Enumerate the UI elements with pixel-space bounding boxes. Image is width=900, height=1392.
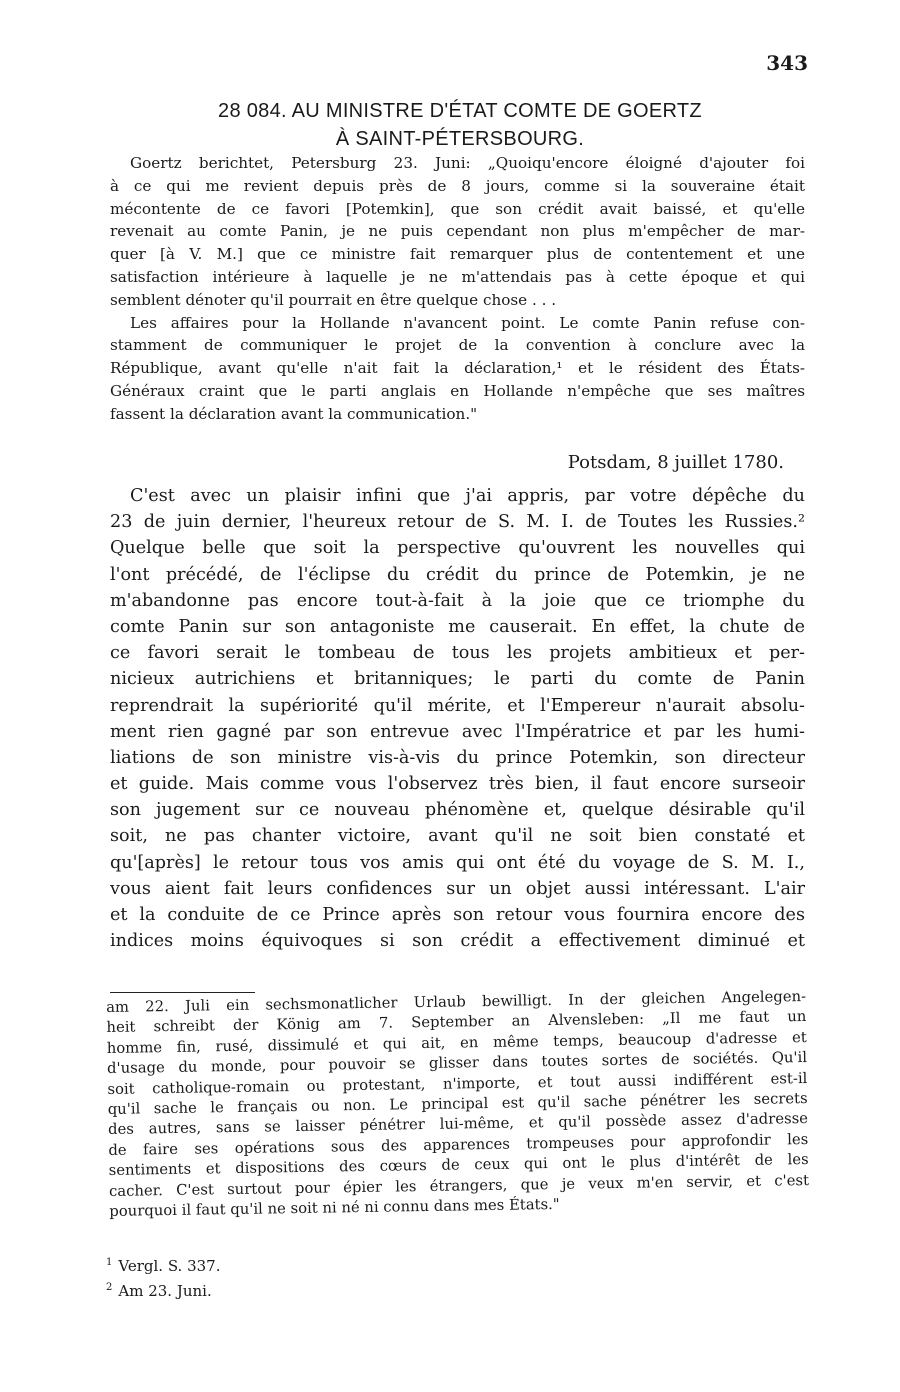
- body-line: et la conduite de ce Prince après son retour vous fournira encore des: [110, 905, 805, 925]
- note-line: d'usage du monde, pour pouvoir se glisser dans toutes sortes de sociétés. Qu'il: [106, 1049, 808, 1078]
- letter-body: [110, 483, 805, 954]
- summary-line: République, avant qu'elle n'ait fait la déclaration,¹ et le résident des États-: [110, 359, 805, 378]
- note-line: qu'il sache le français ou non. Le principal est qu'il sache pénétrer les secrets: [107, 1089, 808, 1118]
- summary-line: fassent la déclaration avant la communication.": [110, 404, 478, 423]
- body-line: C'est avec un plaisir infini que j'ai appris, par votre dépêche du: [130, 486, 805, 506]
- footnote-2: [106, 1277, 406, 1302]
- summary-line: quer [à V. M.] que ce ministre fait remarquer plus de contentement et une: [110, 245, 805, 264]
- footnote-divider: [110, 992, 255, 993]
- body-line: ce favori serait le tombeau de tous les projets ambitieux et per-: [110, 643, 805, 664]
- body-line: 23 de juin dernier, l'heureux retour de S. M. I. de Toutes les Russies.²: [110, 512, 805, 533]
- note-line: de faire ses opérations sous des apparences trompeuses pour approfondir les: [108, 1130, 809, 1159]
- note-line: cacher. C'est surtout pour épier les étrangers, que je veux m'en servir, et c'est: [108, 1171, 810, 1200]
- note-line: des autres, sans se laisser pénétrer lui-même, et qu'il possède assez d'adresse: [107, 1110, 809, 1139]
- body-line: ment rien gagné par son entrevue avec l'Impératrice et par les humi-: [110, 721, 805, 742]
- document-title: [110, 97, 810, 153]
- body-line: indices moins équivoques si son crédit a effectivement diminué et: [110, 931, 805, 952]
- body-line: et guide. Mais comme vous l'observez très bien, il faut encore surseoir: [110, 774, 805, 795]
- footnote-mark: 1: [106, 1257, 113, 1268]
- summary-line: à ce qui me revient depuis près de 8 jours, comme si la souveraine était: [110, 176, 805, 195]
- note-line: homme fin, rusé, dissimulé et qui ait, en même temps, beaucoup d'adresse et: [106, 1028, 807, 1057]
- note-line: heit schreibt der König am 7. September an Alvensleben: „Il me faut un: [106, 1008, 807, 1037]
- body-line: l'ont précédé, de l'éclipse du crédit du prince de Potemkin, je ne: [110, 564, 805, 585]
- summary-line: Généraux craint que le parti anglais en Hollande n'empêche que ses maîtres: [110, 381, 805, 400]
- footnote-mark: 2: [106, 1282, 113, 1293]
- body-line: nicieux autrichiens et britanniques; le parti du comte de Panin: [110, 669, 805, 690]
- body-line: qu'[après] le retour tous vos amis qui ont été du voyage de S. M. I.,: [110, 852, 805, 873]
- note-line: soit catholique-romain ou protestant, n'importe, et tout aussi indifférent est-il: [107, 1069, 808, 1098]
- summary-line: revenait au comte Panin, je ne puis cependant non plus m'empêcher de mar-: [110, 222, 805, 241]
- body-line: Quelque belle que soit la perspective qu'ouvrent les nouvelles qui: [110, 538, 805, 559]
- body-line: liations de son ministre vis-à-vis du prince Potemkin, son directeur: [110, 747, 805, 768]
- footnote-continuation: [106, 987, 809, 1222]
- title-line-1: 28 084. AU MINISTRE D'ÉTAT COMTE DE GOERTZ: [218, 100, 702, 122]
- title-line-2: À SAINT-PÉTERSBOURG.: [335, 128, 585, 150]
- body-line: comte Panin sur son antagoniste me causerait. En effet, la chute de: [110, 616, 805, 637]
- body-line: vous aient fait leurs confidences sur un objet aussi intéressant. L'air: [110, 878, 805, 899]
- footnote-text: Vergl. S. 337.: [118, 1257, 221, 1275]
- body-line: soit, ne pas chanter victoire, avant qu'il ne soit bien constaté et: [110, 826, 805, 847]
- summary-line: Les affaires pour la Hollande n'avancent point. Le comte Panin refuse con-: [130, 313, 805, 332]
- body-line: reprendrait la supériorité qu'il mérite, et l'Empereur n'aurait absolu-: [110, 695, 805, 716]
- page-number: 343: [766, 51, 808, 75]
- summary-line: stamment de communiquer le projet de la convention à conclure avec la: [110, 336, 805, 355]
- note-line: pourquoi il faut qu'il ne soit ni né ni connu dans mes États.": [109, 1195, 560, 1220]
- body-line: m'abandonne pas encore tout-à-fait à la joie que ce triomphe du: [110, 590, 805, 611]
- summary-line: mécontente de ce favori [Potemkin], que son crédit avait baissé, et qu'elle: [110, 199, 805, 218]
- body-line: son jugement sur ce nouveau phénomène et, quelque désirable qu'il: [110, 800, 805, 821]
- summary-line: Goertz berichtet, Petersburg 23. Juni: „Quoiqu'encore éloigné d'ajouter foi: [130, 154, 805, 172]
- note-line: am 22. Juli ein sechsmonatlicher Urlaub bewilligt. In der gleichen Angelegen-: [106, 988, 807, 1016]
- summary-line: satisfaction intérieure à laquelle je ne m'attendais pas à cette époque et qui: [110, 267, 805, 286]
- summary-line: semblent dénoter qu'il pourrait en être quelque chose . . .: [110, 290, 557, 309]
- footnote-1: [106, 1252, 406, 1277]
- note-line: sentiments et dispositions des cœurs de ceux qui ont le plus d'intérêt de les: [108, 1151, 809, 1180]
- footnotes: [106, 1252, 406, 1302]
- summary-paragraph: [110, 152, 805, 426]
- dateline: Potsdam, 8 juillet 1780.: [567, 452, 784, 473]
- footnote-text: Am 23. Juni.: [118, 1282, 212, 1300]
